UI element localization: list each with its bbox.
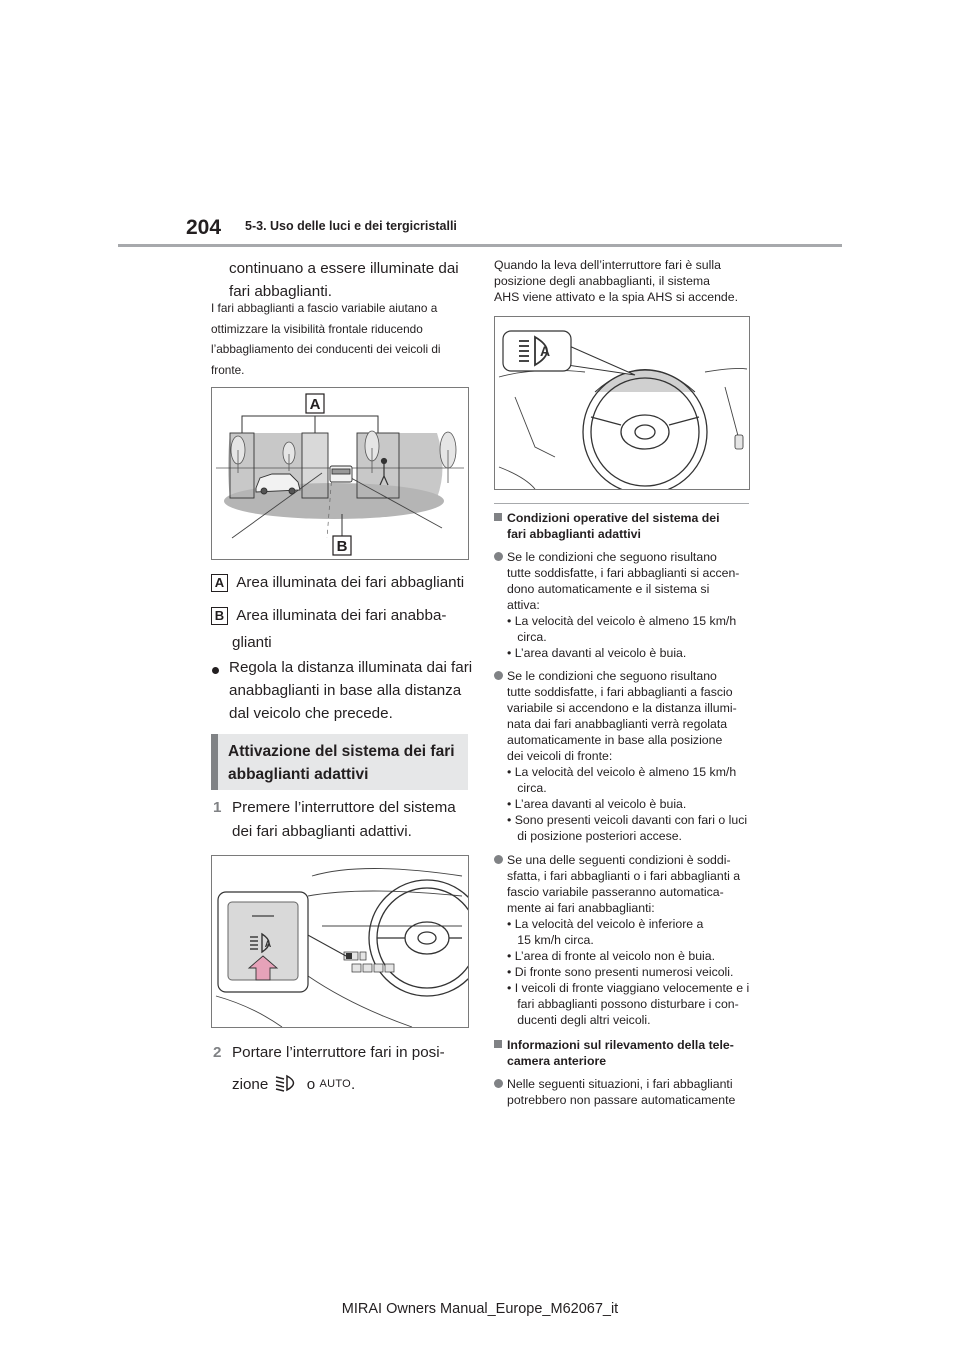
low-beam-icon: [275, 1074, 301, 1092]
item-line: • La velocità del veicolo è almeno 15 km/h: [507, 765, 737, 779]
item-line: Nelle seguenti situazioni, i fari abbaglianti: [507, 1077, 733, 1091]
item-line: variabile si accendono e la distanza illumi-: [507, 701, 737, 715]
step-2-line1: Portare l’interruttore fari in posi-: [232, 1044, 445, 1061]
item-line: mente ai fari anabbaglianti:: [507, 901, 655, 915]
camera-info-heading: [494, 1037, 734, 1069]
item-line: tutte soddisfatte, i fari abbaglianti si accen-: [507, 566, 740, 580]
intro-line: continuano a essere illuminate dai: [229, 260, 459, 277]
step-2-suffix: .: [351, 1076, 356, 1093]
item-line: di posizione posteriori accese.: [507, 829, 682, 843]
item-line: Se una delle seguenti condizioni è soddi-: [507, 853, 731, 867]
item-line: 15 km/h circa.: [507, 933, 594, 947]
bullet-text: [229, 656, 472, 725]
legend-b-continuation: glianti: [232, 634, 272, 651]
item-line: tutte soddisfatte, i fari abbaglianti a fascio: [507, 685, 733, 699]
condition-item-1: [494, 549, 739, 661]
item-line: automaticamente in base alla posizione: [507, 733, 723, 747]
item-line: circa.: [507, 781, 547, 795]
item-line: dei veicoli di fronte:: [507, 749, 613, 763]
heading-line: fari abbaglianti adattivi: [507, 527, 641, 541]
item-line: sfatta, i fari abbaglianti o i fari abbaglianti a: [507, 869, 741, 883]
section-title: 5-3. Uso delle luci e dei tergicristalli: [245, 219, 457, 233]
item-line: • Di fronte sono presenti numerosi veicoli.: [507, 965, 734, 979]
item-line: • L’area davanti al veicolo è buia.: [507, 646, 687, 660]
item-line: Se le condizioni che seguono risultano: [507, 550, 717, 564]
heading-line: camera anteriore: [507, 1054, 607, 1068]
circle-bullet-icon: [494, 1079, 503, 1088]
step-2-line2: [232, 1073, 355, 1096]
note-paragraph: [211, 298, 441, 380]
right-intro-line: posizione degli anabbaglianti, il sistema: [494, 274, 711, 288]
ahs-indicator-illustration: [495, 317, 749, 489]
circle-bullet-icon: [494, 671, 503, 680]
beam-pattern-figure: [211, 387, 469, 560]
right-intro-line: AHS viene attivato e la spia AHS si accende.: [494, 290, 739, 304]
item-line: dono automaticamente e il sistema si: [507, 582, 710, 596]
legend-a: [211, 571, 464, 594]
note-line: l’abbagliamento dei conducenti dei veicoli di: [211, 342, 441, 356]
intro-line: fari abbaglianti.: [229, 283, 333, 300]
condition-item-2: [494, 668, 747, 844]
page-number: 204: [186, 216, 222, 239]
conditions-heading: [494, 510, 720, 542]
right-divider: [494, 503, 749, 504]
legend-tag-a: A: [211, 574, 228, 592]
item-line: • L’area di fronte al veicolo non è buia.: [507, 949, 716, 963]
square-bullet-icon: [494, 1040, 502, 1048]
section-heading-line: Attivazione del sistema dei fari: [228, 743, 455, 760]
footer-manual-id: MIRAI Owners Manual_Europe_M62067_it: [341, 1301, 619, 1317]
step-1-text: [232, 796, 456, 844]
auto-position-label: AUTO: [319, 1078, 352, 1090]
item-line: attiva:: [507, 598, 540, 612]
beam-pattern-illustration: [212, 388, 468, 559]
legend-a-text: Area illuminata dei fari abbaglianti: [236, 574, 465, 591]
switch-location-illustration: [212, 856, 468, 1027]
legend-tag-b: B: [211, 607, 228, 625]
step-number: 2: [213, 1044, 222, 1061]
right-intro: [494, 257, 738, 305]
note-line: ottimizzare la visibilità frontale riducendo: [211, 321, 423, 336]
step-1-number: [213, 796, 221, 819]
legend-b-text: Area illuminata dei fari anabba-: [236, 607, 447, 624]
item-line: • I veicoli di fronte viaggiano velocemente e i: [507, 981, 750, 995]
item-line: • Sono presenti veicoli davanti con fari o luci: [507, 813, 748, 827]
svg-text:A: A: [264, 939, 272, 949]
camera-info-item: [494, 1076, 735, 1108]
header-divider: [118, 244, 842, 247]
item-line: ducenti degli altri veicoli.: [507, 1013, 651, 1027]
step-2-prefix: zione: [232, 1076, 269, 1093]
figure-label-a: A: [309, 396, 321, 413]
circle-bullet-icon: [494, 855, 503, 864]
switch-location-figure: [211, 855, 469, 1028]
legend-b: [211, 604, 446, 627]
heading-line: Informazioni sul rilevamento della tele-: [507, 1038, 734, 1052]
bullet-line: anabbaglianti in base alla distanza: [229, 682, 462, 699]
square-bullet-icon: [494, 513, 502, 521]
step-line: dei fari abbaglianti adattivi.: [232, 823, 412, 840]
step-2-conjunction: o: [306, 1076, 316, 1093]
right-intro-line: Quando la leva dell’interruttore fari è sulla: [494, 258, 721, 272]
item-line: • L’area davanti al veicolo è buia.: [507, 797, 687, 811]
condition-item-3: [494, 852, 749, 1028]
item-line: fascio variabile passeranno automatica-: [507, 885, 724, 899]
step-2-number: [213, 1041, 221, 1064]
bullet-point: [212, 664, 219, 682]
section-heading-line: abbaglianti adattivi: [228, 766, 369, 783]
note-line: I fari abbaglianti a fascio variabile aiutano a: [211, 301, 438, 315]
figure-label-b: B: [336, 538, 348, 555]
section-heading-box: [211, 734, 468, 790]
note-line: fronte.: [211, 362, 245, 377]
step-line: Premere l’interruttore del sistema: [232, 799, 456, 816]
item-line: circa.: [507, 630, 547, 644]
ahs-indicator-figure: [494, 316, 750, 490]
intro-continuation: [229, 257, 459, 303]
item-line: fari abbaglianti possono disturbare i con-: [507, 997, 739, 1011]
item-line: Se le condizioni che seguono risultano: [507, 669, 717, 683]
item-line: nata dai fari anabbaglianti verrà regolata: [507, 717, 728, 731]
heading-line: Condizioni operative del sistema dei: [507, 511, 720, 525]
item-line: • La velocità del veicolo è almeno 15 km/h: [507, 614, 737, 628]
step-number: 1: [213, 799, 222, 816]
bullet-line: Regola la distanza illuminata dai fari: [229, 659, 473, 676]
svg-text:A: A: [539, 343, 551, 359]
item-line: potrebbero non passare automaticamente: [507, 1093, 736, 1107]
bullet-line: dal veicolo che precede.: [229, 705, 393, 722]
item-line: • La velocità del veicolo è inferiore a: [507, 917, 704, 931]
circle-bullet-icon: [494, 552, 503, 561]
